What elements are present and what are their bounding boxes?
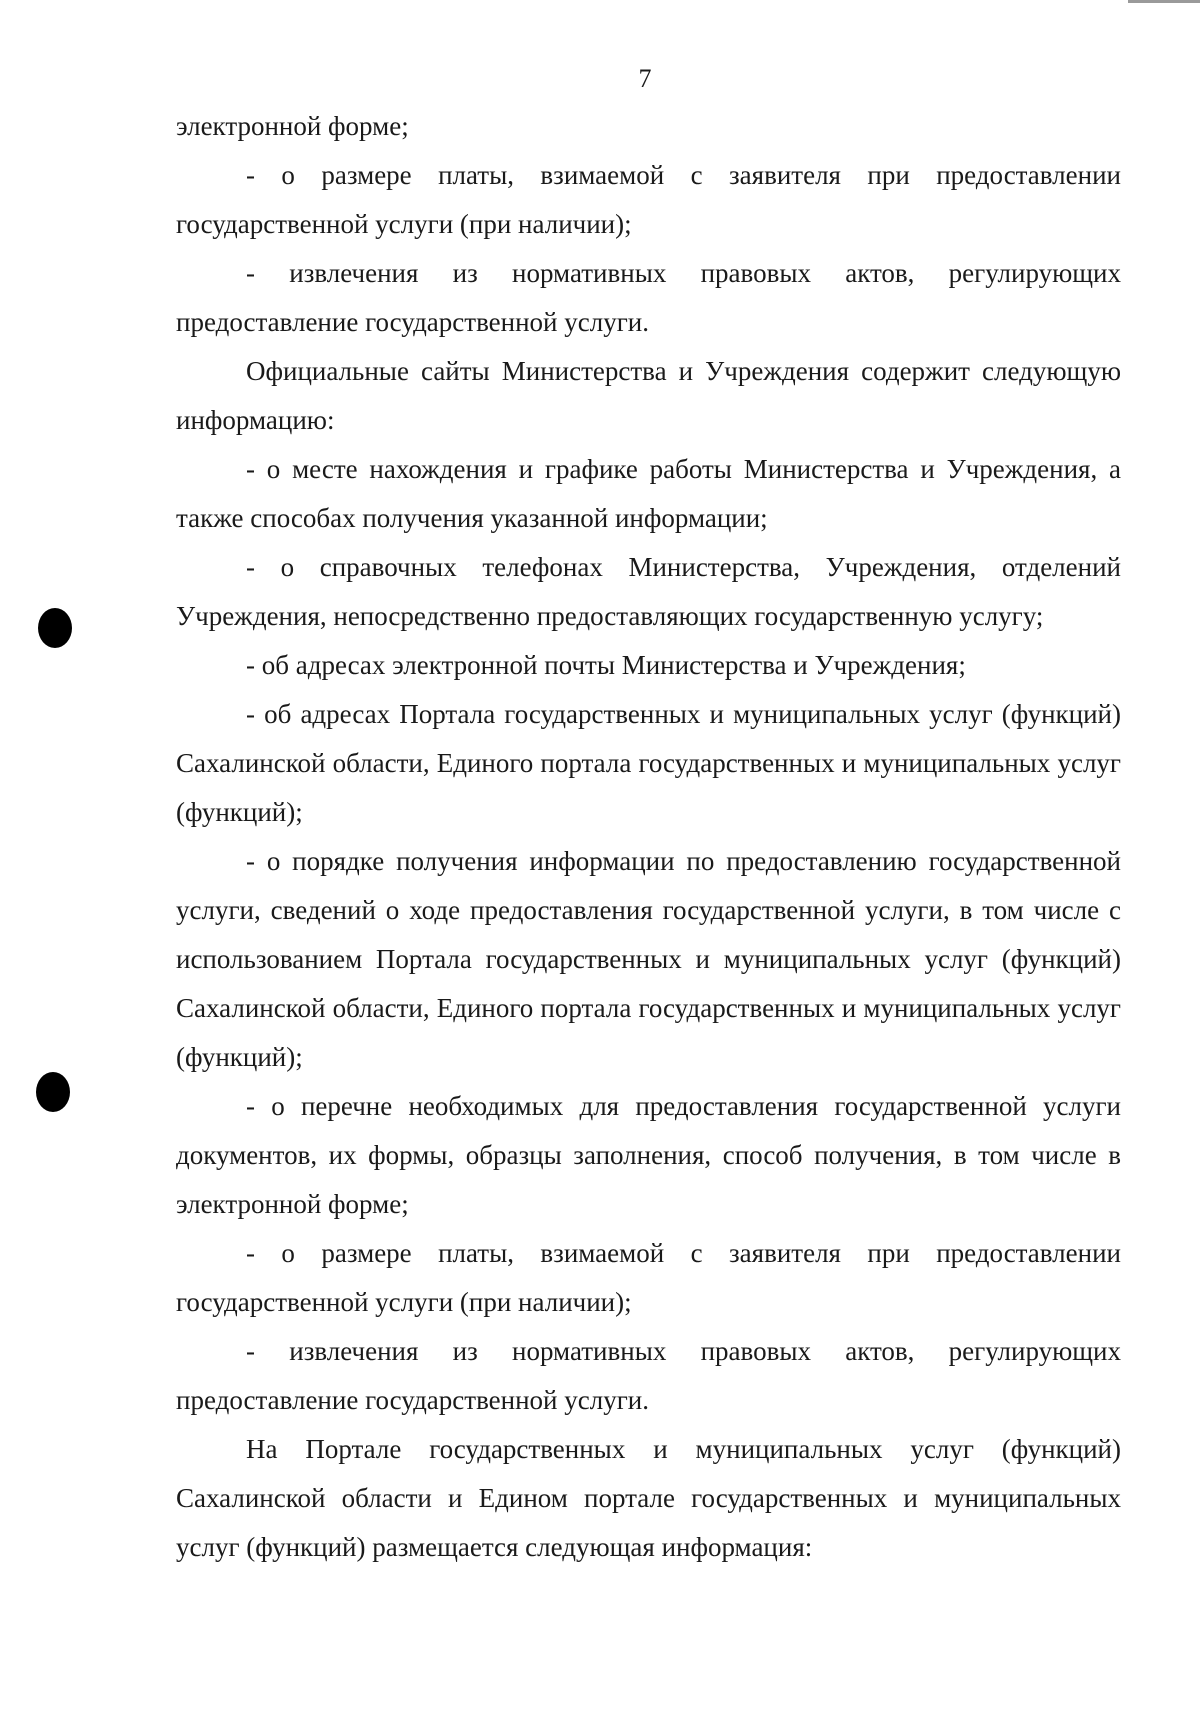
paragraph-portal-info: На Портале государственных и муниципальных услуг (функций) Сахалинской области и Едином портале государственных и муниципальных услуг (функций) размещается следующая информация: [176, 1434, 1121, 1562]
paragraph-legal-extracts: - извлечения из нормативных правовых актов, регулирующих предоставление государственной услуги. [176, 258, 1121, 337]
paragraph-legal-extracts-2: - извлечения из нормативных правовых актов, регулирующих предоставление государственной услуги. [176, 1336, 1121, 1415]
paragraph-email: - об адресах электронной почты Министерства и Учреждения; [246, 650, 966, 680]
punch-hole-mark [36, 1072, 70, 1112]
paragraph-fee-info: - о размере платы, взимаемой с заявителя при предоставлении государственной услуги (при наличии); [176, 160, 1121, 239]
paragraph-documents-list: - о перечне необходимых для предоставления государственной услуги документов, их формы, образцы заполнения, способ получения, в том числе в электронной форме; [176, 1091, 1121, 1219]
paragraph-phones: - о справочных телефонах Министерства, Учреждения, отделений Учреждения, непосредственно предоставляющих государственную услугу; [176, 552, 1121, 631]
paragraph-fee-info-2: - о размере платы, взимаемой с заявителя при предоставлении государственной услуги (при наличии); [176, 1238, 1121, 1317]
paragraph-portal-addresses: - об адресах Портала государственных и муниципальных услуг (функций) Сахалинской области, Единого портала государственных и муниципальных услуг (функций); [176, 699, 1121, 827]
paragraph-info-procedure: - о порядке получения информации по предоставлению государственной услуги, сведений о ходе предоставления государственной услуги, в том числе с использованием Портала государственных и муниципальных услуг (функций) Сахалинской области, Единого портала государственных и муниципальных услуг (функций); [176, 846, 1121, 1072]
paragraph-location-schedule: - о месте нахождения и графике работы Министерства и Учреждения, а также способах получения указанной информации; [176, 454, 1121, 533]
paragraph-continuation: электронной форме; [176, 111, 409, 141]
paragraph-official-sites: Официальные сайты Министерства и Учреждения содержит следующую информацию: [176, 356, 1121, 435]
document-body [176, 102, 1121, 1572]
scan-edge-mark [1128, 0, 1200, 3]
punch-hole-mark [38, 608, 72, 648]
page-number: 7 [638, 64, 652, 93]
